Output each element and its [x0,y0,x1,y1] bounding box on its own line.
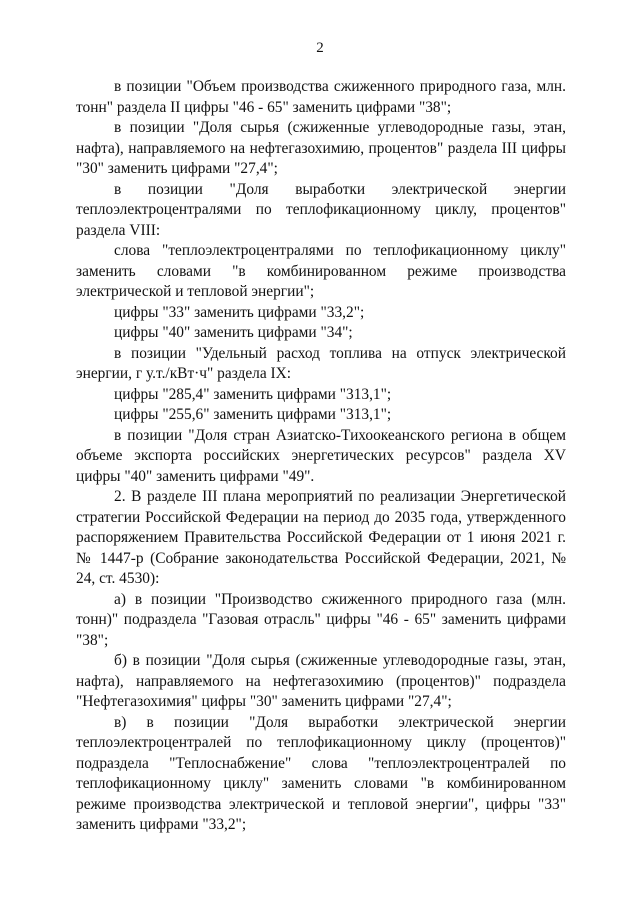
paragraph-item-v: в) в позиции "Доля выработки электрической энергии теплоэлектроцентралей по теплофикационному циклу (процентов)" подраздела "Теплоснабжение" слова "теплоэлектроцентралей по теплофикационному циклу" заменить словами "в комбинированном режиме производства электрической и тепловой энергии", цифры "33" заменить цифрами "33,2"; [76,713,566,833]
paragraph-digits-40: цифры "40" заменить цифрами "34"; [114,324,353,341]
paragraph-lng-production: в позиции "Объем производства сжиженного природного газа, млн. тонн" раздела II цифры "46 - 65" заменить цифрами "38"; [76,78,566,116]
page-number: 2 [316,40,324,56]
paragraph-item-b: б) в позиции "Доля сырья (сжиженные углеводородные газы, этан, нафта), направляемого на нефтегазохимию (процентов)" подраздела "Нефтегазохимия" цифры "30" заменить цифрами "27,4"; [76,652,566,710]
paragraph-fuel-consumption-section-9: в позиции "Удельный расход топлива на отпуск электрической энергии, г у.т./кВт·ч" раздела IX: [76,344,566,382]
paragraph-chp-share-section-8: в позиции "Доля выработки электрической энергии теплоэлектроцентралями по теплофикационному циклу, процентов" раздела VIII: [76,180,566,239]
paragraph-digits-33: цифры "33" заменить цифрами "33,2"; [114,303,365,321]
paragraph-digits-285-4: цифры "285,4" заменить цифрами "313,1"; [114,385,392,403]
paragraph-raw-material-share: в позиции "Доля сырья (сжиженные углеводородные газы, этан, нафта), направляемого на нефтегазохимию, процентов" раздела III цифры "30" заменить цифрами "27,4"; [76,119,566,177]
paragraph-digits-255-6: цифры "255,6" заменить цифрами "313,1"; [114,406,392,423]
paragraph-words-replacement: слова "теплоэлектроцентралями по теплофикационному циклу" заменить словами "в комбинированном режиме производства электрической и тепловой энергии"; [76,242,566,300]
document-body [76,77,566,836]
paragraph-section-2-plan: 2. В разделе III плана мероприятий по реализации Энергетической стратегии Российской Федерации на период до 2035 года, утвержденного распоряжением Правительства Российской Федерации от 1 июня 2021 г. № 1447-р (Собрание законодательства Российской Федерации, 2021, № 24, ст. 4530): [76,488,566,587]
paragraph-item-a: а) в позиции "Производство сжиженного природного газа (млн. тонн)" подраздела "Газовая отрасль" цифры "46 - 65" заменить цифрами "38"; [76,590,566,649]
paragraph-apac-export-share: в позиции "Доля стран Азиатско-Тихоокеанского региона в общем объеме экспорта российских энергетических ресурсов" раздела XV цифры "40" заменить цифрами "49". [76,426,566,485]
